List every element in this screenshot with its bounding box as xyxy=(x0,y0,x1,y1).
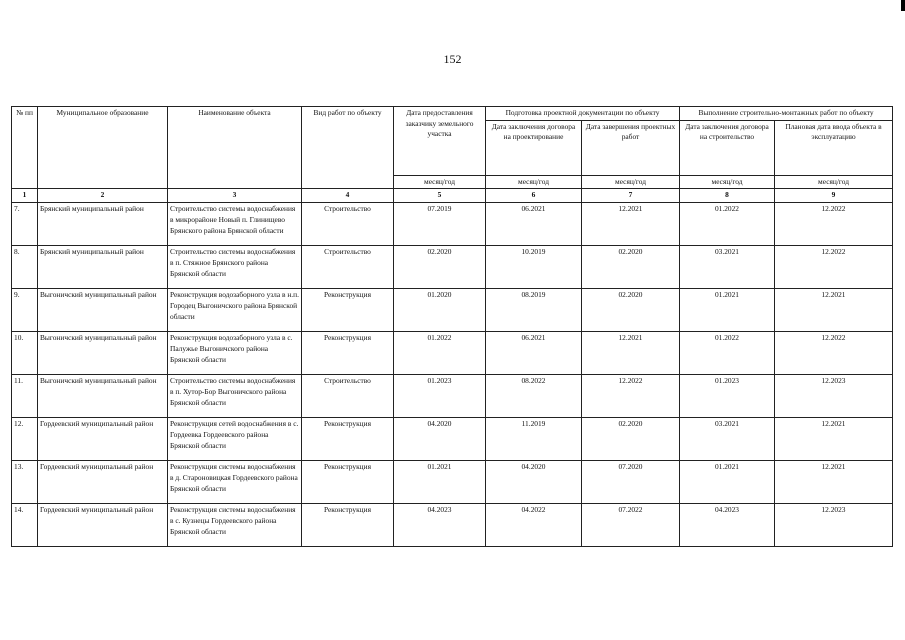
header-design-group: Подготовка проектной документации по объекту xyxy=(486,107,680,121)
work-type-cell: Реконструкция xyxy=(302,461,394,504)
land-date-cell: 01.2020 xyxy=(394,289,486,332)
build-contract-date-cell: 01.2021 xyxy=(680,289,775,332)
build-contract-date-cell: 04.2023 xyxy=(680,504,775,547)
table-row xyxy=(12,418,893,461)
row-number: 12. xyxy=(12,418,38,461)
land-date-cell: 01.2023 xyxy=(394,375,486,418)
work-type-cell: Строительство xyxy=(302,246,394,289)
design-contract-date-cell: 06.2021 xyxy=(486,332,582,375)
commission-date-cell: 12.2021 xyxy=(775,289,893,332)
column-number: 6 xyxy=(486,189,582,203)
land-date-cell: 07.2019 xyxy=(394,203,486,246)
column-number: 1 xyxy=(12,189,38,203)
object-name-cell: Реконструкция водозаборного узла в с. Палужье Выгоничского района Брянской области xyxy=(168,332,302,375)
design-contract-date-cell: 06.2021 xyxy=(486,203,582,246)
design-end-date-cell: 02.2020 xyxy=(582,289,680,332)
header-commission: Плановая дата ввода объекта в эксплуатацию xyxy=(775,120,893,175)
build-contract-date-cell: 01.2023 xyxy=(680,375,775,418)
municipality-cell: Выгоничский муниципальный район xyxy=(38,375,168,418)
commission-date-cell: 12.2022 xyxy=(775,332,893,375)
header-num: № пп xyxy=(12,107,38,189)
commission-date-cell: 12.2023 xyxy=(775,375,893,418)
object-name-cell: Строительство системы водоснабжения в п. Хутор-Бор Выгоничского района Брянской области xyxy=(168,375,302,418)
header-land-date: Дата предоставления заказчику земельного участка xyxy=(394,107,486,176)
column-number: 5 xyxy=(394,189,486,203)
header-object-name: Наименование объекта xyxy=(168,107,302,189)
work-type-cell: Строительство xyxy=(302,375,394,418)
commission-date-cell: 12.2021 xyxy=(775,418,893,461)
design-contract-date-cell: 04.2022 xyxy=(486,504,582,547)
municipality-cell: Выгоничский муниципальный район xyxy=(38,289,168,332)
work-type-cell: Реконструкция xyxy=(302,418,394,461)
table-row xyxy=(12,203,893,246)
table-row xyxy=(12,289,893,332)
header-municipality: Муниципальное образование xyxy=(38,107,168,189)
municipality-cell: Гордеевский муниципальный район xyxy=(38,504,168,547)
design-end-date-cell: 12.2021 xyxy=(582,203,680,246)
design-end-date-cell: 07.2022 xyxy=(582,504,680,547)
build-contract-date-cell: 01.2021 xyxy=(680,461,775,504)
land-date-cell: 01.2022 xyxy=(394,332,486,375)
header-build-contract: Дата заключения договора на строительство xyxy=(680,120,775,175)
design-contract-date-cell: 10.2019 xyxy=(486,246,582,289)
land-date-cell: 04.2023 xyxy=(394,504,486,547)
design-contract-date-cell: 11.2019 xyxy=(486,418,582,461)
object-name-cell: Реконструкция сетей водоснабжения в с. Гордеевка Гордеевского района Брянской области xyxy=(168,418,302,461)
commission-date-cell: 12.2022 xyxy=(775,203,893,246)
unit-design-end: месяц/год xyxy=(582,175,680,189)
row-number: 14. xyxy=(12,504,38,547)
header-design-contract: Дата заключения договора на проектирование xyxy=(486,120,582,175)
design-contract-date-cell: 08.2022 xyxy=(486,375,582,418)
unit-land: месяц/год xyxy=(394,175,486,189)
land-date-cell: 01.2021 xyxy=(394,461,486,504)
work-type-cell: Реконструкция xyxy=(302,504,394,547)
column-number: 7 xyxy=(582,189,680,203)
unit-build-contract: месяц/год xyxy=(680,175,775,189)
design-end-date-cell: 02.2020 xyxy=(582,246,680,289)
object-name-cell: Реконструкция системы водоснабжения в д. Староновицкая Гордеевского района Брянской области xyxy=(168,461,302,504)
object-name-cell: Строительство системы водоснабжения в микрорайоне Новый п. Глинищево Брянского района Брянской области xyxy=(168,203,302,246)
page-edge-mark xyxy=(901,0,905,11)
table-row xyxy=(12,461,893,504)
build-contract-date-cell: 03.2021 xyxy=(680,246,775,289)
row-number: 8. xyxy=(12,246,38,289)
work-type-cell: Строительство xyxy=(302,203,394,246)
row-number: 9. xyxy=(12,289,38,332)
object-name-cell: Строительство системы водоснабжения в п. Стяжное Брянского района Брянской области xyxy=(168,246,302,289)
object-name-cell: Реконструкция системы водоснабжения в с. Кузнецы Гордеевского района Брянской области xyxy=(168,504,302,547)
design-contract-date-cell: 08.2019 xyxy=(486,289,582,332)
table-row xyxy=(12,246,893,289)
municipality-cell: Гордеевский муниципальный район xyxy=(38,461,168,504)
commission-date-cell: 12.2023 xyxy=(775,504,893,547)
column-number-row xyxy=(12,189,893,203)
page-number: 152 xyxy=(443,52,462,66)
table-row xyxy=(12,332,893,375)
municipality-cell: Брянский муниципальный район xyxy=(38,203,168,246)
row-number: 7. xyxy=(12,203,38,246)
land-date-cell: 04.2020 xyxy=(394,418,486,461)
header-build-group: Выполнение строительно-монтажных работ по объекту xyxy=(680,107,893,121)
row-number: 11. xyxy=(12,375,38,418)
column-number: 4 xyxy=(302,189,394,203)
municipality-cell: Брянский муниципальный район xyxy=(38,246,168,289)
design-end-date-cell: 07.2020 xyxy=(582,461,680,504)
build-contract-date-cell: 01.2022 xyxy=(680,332,775,375)
build-contract-date-cell: 03.2021 xyxy=(680,418,775,461)
unit-design-contract: месяц/год xyxy=(486,175,582,189)
commission-date-cell: 12.2022 xyxy=(775,246,893,289)
municipality-cell: Выгоничский муниципальный район xyxy=(38,332,168,375)
land-date-cell: 02.2020 xyxy=(394,246,486,289)
design-end-date-cell: 02.2020 xyxy=(582,418,680,461)
header-row xyxy=(12,107,893,121)
design-end-date-cell: 12.2022 xyxy=(582,375,680,418)
work-type-cell: Реконструкция xyxy=(302,289,394,332)
commission-date-cell: 12.2021 xyxy=(775,461,893,504)
row-number: 10. xyxy=(12,332,38,375)
column-number: 3 xyxy=(168,189,302,203)
design-end-date-cell: 12.2021 xyxy=(582,332,680,375)
row-number: 13. xyxy=(12,461,38,504)
column-number: 2 xyxy=(38,189,168,203)
table-row xyxy=(12,375,893,418)
column-number: 8 xyxy=(680,189,775,203)
unit-commission: месяц/год xyxy=(775,175,893,189)
build-contract-date-cell: 01.2022 xyxy=(680,203,775,246)
objects-table xyxy=(11,106,893,547)
work-type-cell: Реконструкция xyxy=(302,332,394,375)
object-name-cell: Реконструкция водозаборного узла в н.п. Городец Выгоничского района Брянской области xyxy=(168,289,302,332)
header-work-type: Вид работ по объекту xyxy=(302,107,394,189)
header-design-end: Дата завершения проектных работ xyxy=(582,120,680,175)
design-contract-date-cell: 04.2020 xyxy=(486,461,582,504)
column-number: 9 xyxy=(775,189,893,203)
municipality-cell: Гордеевский муниципальный район xyxy=(38,418,168,461)
table-row xyxy=(12,504,893,547)
